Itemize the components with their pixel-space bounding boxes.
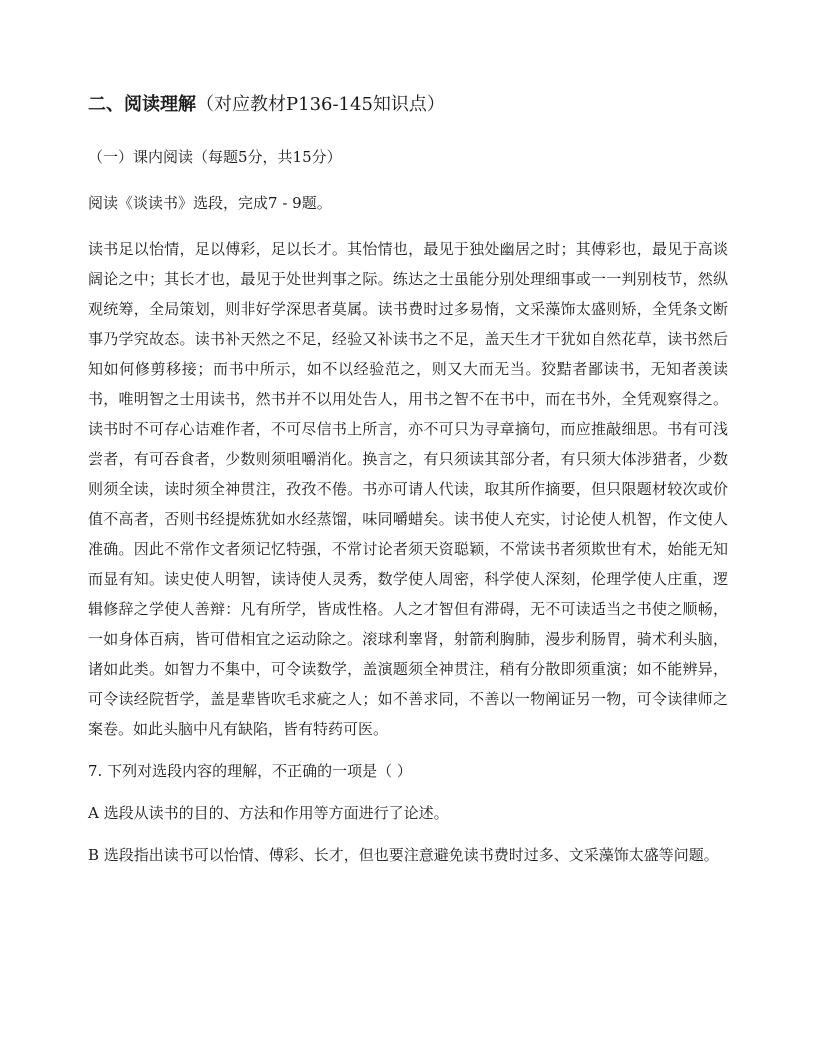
option-b: B 选段指出读书可以怡情、傅彩、长才，但也要注意避免读书费时过多、文采藻饰太盛等问题。 <box>88 846 719 864</box>
reading-instruction: 阅读《谈读书》选段，完成7 - 9题。 <box>88 194 332 212</box>
document-page <box>88 86 728 870</box>
subsection-title: （一）课内阅读（每题5分，共15分） <box>88 148 342 166</box>
reading-passage: 读书足以怡情，足以傅彩，足以长才。其怡情也，最见于独处幽居之时；其傅彩也，最见于高谈阔论之中；其长才也，最见于处世判事之际。练达之士虽能分别处理细事或一一判别枝节，然纵观统筹，全局策划，则非好学深思者莫属。读书费时过多易惰，文采藻饰太盛则矫，全凭条文断事乃学究故态。读书补天然之不足，经验又补读书之不足，盖天生才干犹如自然花草，读书然后知如何修剪移接；而书中所示，如不以经验范之，则又大而无当。狡黠者鄙读书，无知者羡读书，唯明智之士用读书，然书并不以用处告人，用书之智不在书中，而在书外，全凭观察得之。读书时不可存心诘难作者，不可尽信书上所言，亦不可只为寻章摘句，而应推敲细思。书有可浅尝者，有可吞食者，少数则须咀嚼消化。换言之，有只须读其部分者，有只须大体涉猎者，少数则须全读，读时须全神贯注，孜孜不倦。书亦可请人代读，取其所作摘要，但只限题材较次或价值不高者，否则书经提炼犹如水经蒸馏，味同嚼蜡矣。读书使人充实，讨论使人机智，作文使人准确。因此不常作文者须记忆特强，不常讨论者须天资聪颖，不常读书者须欺世有术，始能无知而显有知。读史使人明智，读诗使人灵秀，数学使人周密，科学使人深刻，伦理学使人庄重，逻辑修辞之学使人善辩：凡有所学，皆成性格。人之才智但有滞碍，无不可读适当之书使之顺畅，一如身体百病，皆可借相宜之运动除之。滚球利睾肾，射箭利胸肺，漫步利肠胃，骑术利头脑，诸如此类。如智力不集中，可令读数学，盖演题须全神贯注，稍有分散即须重演；如不能辨异，可令读经院哲学，盖是辈皆吹毛求疵之人；如不善求同，不善以一物阐证另一物，可令读律师之案卷。如此头脑中凡有缺陷，皆有特药可医。 <box>88 240 728 738</box>
section-heading <box>88 86 728 124</box>
option-a: A 选段从读书的目的、方法和作用等方面进行了论述。 <box>88 804 449 822</box>
section-note: （对应教材P136-145知识点） <box>196 94 445 115</box>
section-title: 二、阅读理解 <box>88 94 196 115</box>
question-stem: 7. 下列对选段内容的理解，不正确的一项是（ ） <box>88 762 412 780</box>
